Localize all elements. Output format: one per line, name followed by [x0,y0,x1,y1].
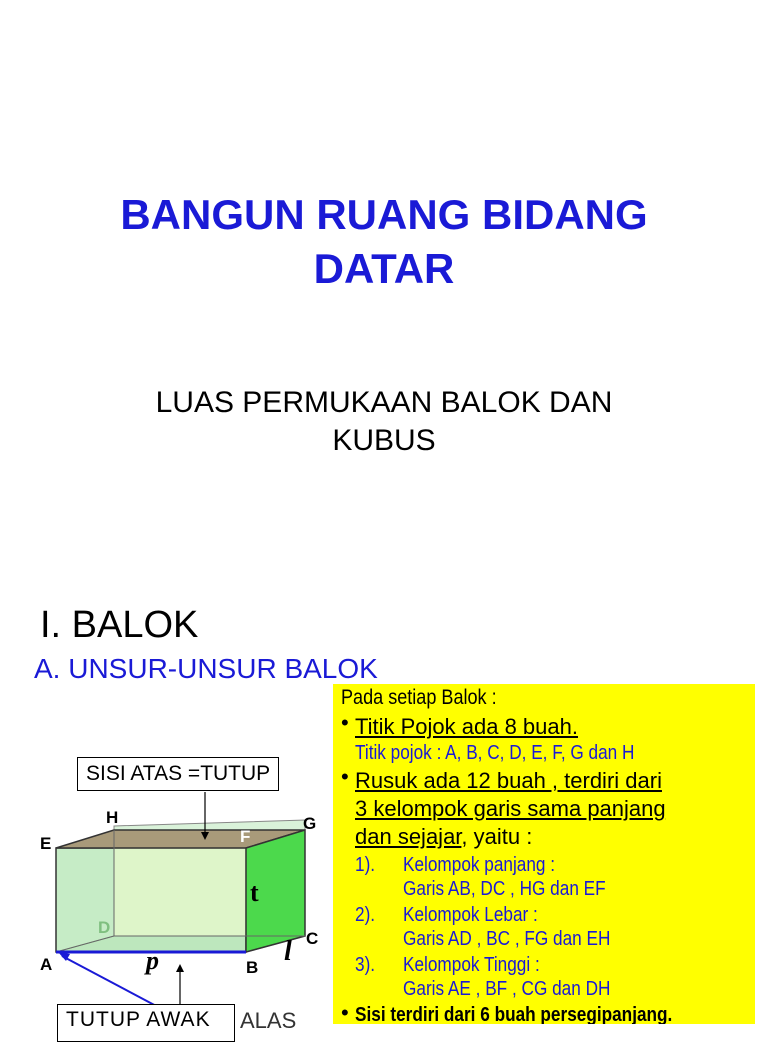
item-1-detail: Garis AB, DC , HG dan EF [403,878,606,900]
bullet-1-text [355,714,578,740]
vertex-e: E [40,834,52,853]
bullet-3-marker: • [341,1000,349,1024]
label-t: t [250,878,259,907]
inner-face [114,848,246,936]
label-l: l [284,936,292,967]
bullet-1-marker: • [341,710,349,735]
title-line-2: DATAR [313,245,455,292]
subtitle [0,384,768,460]
item-1-number: 1). [355,854,376,876]
info-box [333,684,755,1024]
label-p: p [146,946,159,975]
info-heading: Pada setiap Balok : [341,686,497,709]
title-line-1: BANGUN RUANG BIDANG [120,191,648,238]
subtitle-line-1: LUAS PERMUKAAN BALOK DAN [155,386,613,419]
section-heading: I. BALOK [40,604,199,646]
item-1-title: Kelompok panjang : [403,854,556,876]
bullet-2-line-1 [355,768,662,794]
subtitle-line-2: KUBUS [332,424,436,457]
bottom-face-label [57,1004,235,1042]
subsection-heading: A. UNSUR-UNSUR BALOK [34,653,378,684]
bullet-1-underline: Titik Pojok ada 8 buah. [355,714,578,739]
bullet-2-line-3-rest: , yaitu : [461,824,533,849]
bullet-2-line-2 [355,796,666,822]
top-face-label: SISI ATAS =TUTUP [77,757,279,791]
vertex-b: B [246,958,259,977]
vertex-a: A [40,955,53,974]
item-2-number: 2). [355,904,376,926]
item-3-detail: Garis AE , BF , CG dan DH [403,978,611,1000]
bottom-label-overlap: TUTUP AWAK [66,1008,211,1031]
item-3-title: Kelompok Tinggi : [403,954,540,976]
bullet-2-marker: • [341,764,349,789]
bullet-1-sub: Titik pojok : A, B, C, D, E, F, G dan H [355,742,635,764]
vertex-g: G [303,814,317,833]
bottom-arrow-head [176,964,184,972]
vertex-h: H [106,808,119,827]
bullet-2-line-2-text: 3 kelompok garis sama panjang [355,796,666,821]
bullet-2-line-3-underlined: dan sejajar [355,824,462,849]
item-2-detail: Garis AD , BC , FG dan EH [403,928,611,950]
bullet-2-line-1-text: Rusuk ada 12 buah , terdiri dari [355,768,662,793]
bullet-2-line-3 [355,824,532,850]
vertex-f: F [240,827,251,846]
vertex-c: C [306,929,319,948]
item-2-title: Kelompok Lebar : [403,904,538,926]
bullet-3-text: Sisi terdiri dari 6 buah persegipanjang. [355,1004,673,1024]
vertex-d: D [98,918,111,937]
item-3-number: 3). [355,954,376,976]
page-title [0,188,768,296]
bottom-label-tail: ALAS [240,1008,297,1033]
